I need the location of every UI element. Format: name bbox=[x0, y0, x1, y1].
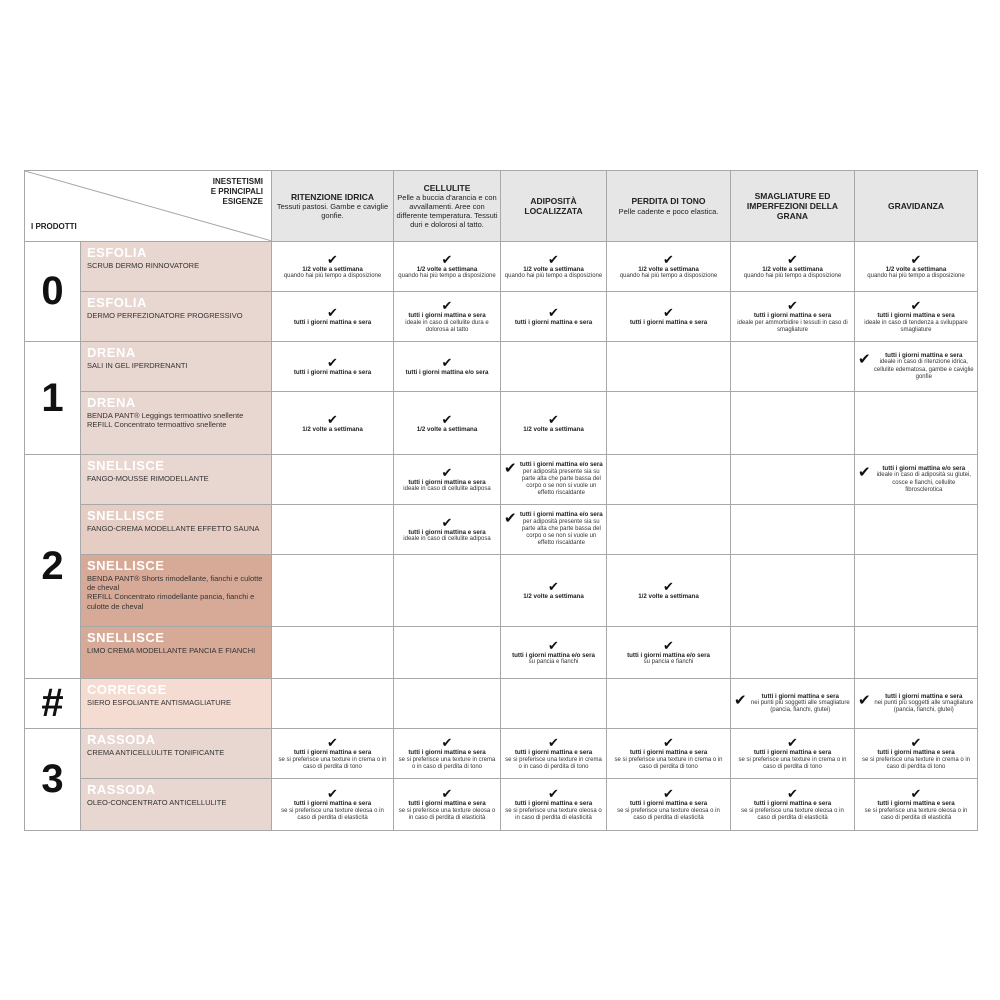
column-header-ritenzione bbox=[272, 171, 394, 242]
usage-note: quando hai più tempo a disposizione bbox=[398, 273, 496, 280]
usage-cell bbox=[394, 242, 501, 292]
usage-frequency: tutti i giorni mattina e sera bbox=[408, 800, 486, 808]
product-description: OLEO-CONCENTRATO ANTICELLULITE bbox=[87, 797, 227, 807]
usage-frequency: tutti i giorni mattina e sera bbox=[514, 800, 593, 808]
usage-cell bbox=[501, 679, 607, 729]
usage-cell bbox=[731, 555, 855, 627]
usage-cell bbox=[731, 455, 855, 505]
table-row bbox=[25, 779, 978, 831]
usage-cell bbox=[731, 505, 855, 555]
usage-cell bbox=[394, 627, 501, 679]
checkmark-icon: ✔ bbox=[663, 579, 674, 595]
usage-note: ideale in caso di cellulite adiposa bbox=[403, 536, 491, 543]
usage-note: se si preferisce una texture oleosa o in caso di perdita di elasticità bbox=[617, 807, 720, 821]
usage-text bbox=[750, 693, 851, 715]
phase-number: 1 bbox=[25, 342, 81, 455]
usage-frequency: 1/2 volte a settimana bbox=[523, 593, 584, 601]
product-description: FANGO-CREMA MODELLANTE EFFETTO SAUNA bbox=[87, 523, 260, 533]
usage-cell bbox=[272, 627, 394, 679]
usage-frequency: tutti i giorni mattina e sera bbox=[877, 749, 955, 757]
column-title: SMAGLIATURE ED IMPERFEZIONI DELLA GRANA bbox=[746, 190, 839, 222]
usage-frequency: tutti i giorni mattina e sera bbox=[629, 749, 708, 757]
usage-frequency: 1/2 volte a settimana bbox=[523, 425, 584, 433]
product-category: RASSODA bbox=[87, 782, 156, 797]
usage-note: se si preferisce una texture oleosa o in caso di perdita di elasticità bbox=[398, 807, 496, 821]
usage-frequency: 1/2 volte a settimana bbox=[638, 593, 699, 601]
usage-cell bbox=[272, 242, 394, 292]
usage-note: se si preferisce una texture oleosa o in caso di perdita di elasticità bbox=[505, 807, 602, 821]
column-subtitle: Tessuti pastosi. Gambe e caviglie gonfie. bbox=[276, 202, 389, 221]
checkmark-icon: ✔ bbox=[548, 735, 559, 751]
column-header-adiposita bbox=[501, 171, 607, 242]
checkmark-icon: ✔ bbox=[910, 251, 922, 267]
usage-note: se si preferisce una texture oleosa o in caso di perdita di elasticità bbox=[741, 807, 844, 821]
usage-frequency: tutti i giorni mattina e sera bbox=[293, 319, 372, 327]
usage-frequency: tutti i giorni mattina e sera bbox=[514, 319, 593, 327]
column-header-gravidanza bbox=[855, 171, 978, 242]
usage-frequency: tutti i giorni mattina e/o sera bbox=[512, 651, 595, 659]
usage-cell bbox=[394, 779, 501, 831]
usage-frequency: tutti i giorni mattina e sera bbox=[753, 312, 832, 320]
usage-frequency: 1/2 volte a settimana bbox=[762, 265, 823, 273]
usage-cell bbox=[501, 292, 607, 342]
checkmark-icon: ✔ bbox=[441, 355, 453, 371]
usage-cell bbox=[272, 292, 394, 342]
usage-cell bbox=[501, 627, 607, 679]
table-row bbox=[25, 679, 978, 729]
usage-note: se si preferisce una texture in crema o in caso di perdita di tono bbox=[505, 756, 602, 770]
product-cell bbox=[81, 729, 272, 779]
usage-note: quando hai più tempo a disposizione bbox=[867, 273, 965, 280]
column-header-perdita-tono bbox=[607, 171, 731, 242]
table-row bbox=[25, 292, 978, 342]
usage-cell bbox=[394, 729, 501, 779]
checkmark-icon: ✔ bbox=[504, 460, 517, 478]
usage-frequency: 1/2 volte a settimana bbox=[523, 265, 584, 273]
usage-frequency: tutti i giorni mattina e sera bbox=[293, 749, 372, 757]
corner-products-label: I PRODOTTI bbox=[31, 222, 77, 231]
usage-wrap bbox=[504, 511, 603, 547]
usage-cell bbox=[272, 729, 394, 779]
checkmark-icon: ✔ bbox=[910, 298, 922, 314]
product-description: LIMO CREMA MODELLANTE PANCIA E FIANCHI bbox=[87, 645, 256, 655]
usage-text bbox=[520, 511, 603, 547]
usage-frequency: 1/2 volte a settimana bbox=[638, 265, 699, 273]
checkmark-icon: ✔ bbox=[787, 251, 798, 267]
column-title: RITENZIONE IDRICA bbox=[290, 191, 375, 202]
checkmark-icon: ✔ bbox=[663, 637, 674, 653]
usage-note: ideale in caso di cellulite adiposa bbox=[403, 486, 491, 493]
usage-note: ideale in caso di ritenzione idrica, cellulite edematosa, gambe e caviglie gonfie bbox=[873, 359, 974, 380]
product-cell bbox=[81, 342, 272, 392]
usage-cell bbox=[855, 392, 978, 455]
usage-cell bbox=[855, 242, 978, 292]
table-row bbox=[25, 627, 978, 679]
product-category: RASSODA bbox=[87, 732, 156, 747]
checkmark-icon: ✔ bbox=[441, 298, 453, 314]
product-category: ESFOLIA bbox=[87, 295, 147, 310]
usage-cell bbox=[394, 505, 501, 555]
checkmark-icon: ✔ bbox=[327, 355, 338, 371]
usage-cell bbox=[731, 242, 855, 292]
usage-cell bbox=[607, 292, 731, 342]
checkmark-icon: ✔ bbox=[441, 735, 453, 751]
corner-line-3: ESIGENZE bbox=[222, 197, 263, 206]
checkmark-icon: ✔ bbox=[548, 579, 559, 595]
product-category: SNELLISCE bbox=[87, 630, 165, 645]
corner-line-1: INESTETISMI bbox=[212, 177, 263, 186]
usage-cell bbox=[501, 729, 607, 779]
usage-note: su pancia e fianchi bbox=[643, 659, 694, 666]
usage-cell bbox=[855, 292, 978, 342]
usage-cell bbox=[855, 505, 978, 555]
product-cell bbox=[81, 292, 272, 342]
usage-frequency: tutti i giorni mattina e sera bbox=[885, 692, 963, 700]
usage-note: nei punti più soggetti alle smagliature (pancia, fianchi, glutei) bbox=[874, 700, 974, 714]
usage-frequency: tutti i giorni mattina e sera bbox=[761, 692, 839, 700]
usage-note: se si preferisce una texture oleosa o in caso di perdita di elasticità bbox=[281, 807, 384, 821]
product-description: DERMO PERFEZIONATORE PROGRESSIVO bbox=[87, 310, 243, 320]
product-cell bbox=[81, 242, 272, 292]
usage-frequency: 1/2 volte a settimana bbox=[302, 425, 363, 433]
usage-note: ideale in caso di tendenza a sviluppare smagliature bbox=[864, 319, 968, 333]
usage-note: se si preferisce una texture in crema o in caso di perdita di tono bbox=[614, 756, 723, 770]
usage-note: se si preferisce una texture in crema o in caso di perdita di tono bbox=[861, 756, 971, 770]
usage-frequency: 1/2 volte a settimana bbox=[885, 265, 947, 273]
checkmark-icon: ✔ bbox=[327, 786, 338, 802]
usage-cell bbox=[855, 779, 978, 831]
table-row bbox=[25, 555, 978, 627]
checkmark-icon: ✔ bbox=[327, 411, 338, 427]
column-title: CELLULITE bbox=[423, 182, 471, 193]
table-row bbox=[25, 392, 978, 455]
usage-cell bbox=[272, 392, 394, 455]
checkmark-icon: ✔ bbox=[441, 514, 453, 530]
usage-cell bbox=[501, 505, 607, 555]
usage-frequency: tutti i giorni mattina e/o sera bbox=[405, 369, 489, 377]
checkmark-icon: ✔ bbox=[548, 251, 559, 267]
checkmark-icon: ✔ bbox=[327, 735, 338, 751]
checkmark-icon: ✔ bbox=[910, 735, 922, 751]
product-category: SNELLISCE bbox=[87, 508, 165, 523]
table-body bbox=[25, 242, 978, 831]
usage-text bbox=[874, 693, 974, 715]
usage-frequency: tutti i giorni mattina e/o sera bbox=[519, 461, 603, 469]
usage-cell bbox=[501, 455, 607, 505]
usage-frequency: tutti i giorni mattina e/o sera bbox=[519, 511, 603, 519]
table-row bbox=[25, 455, 978, 505]
checkmark-icon: ✔ bbox=[441, 251, 453, 267]
product-description: SALI IN GEL IPERDRENANTI bbox=[87, 360, 188, 370]
usage-note: ideale in caso di cellulite dura e dolorosa al tatto bbox=[405, 319, 489, 333]
usage-cell bbox=[855, 679, 978, 729]
usage-note: se si preferisce una texture in crema o in caso di perdita di tono bbox=[398, 756, 496, 770]
usage-cell bbox=[731, 679, 855, 729]
column-title: ADIPOSITÀ LOCALIZZATA bbox=[524, 195, 583, 216]
usage-cell bbox=[272, 679, 394, 729]
usage-frequency: tutti i giorni mattina e sera bbox=[408, 478, 486, 486]
product-category: ESFOLIA bbox=[87, 245, 147, 260]
usage-cell bbox=[394, 679, 501, 729]
usage-cell bbox=[272, 779, 394, 831]
usage-cell bbox=[607, 555, 731, 627]
usage-cell bbox=[731, 342, 855, 392]
phase-number: 3 bbox=[25, 729, 81, 831]
product-description: CREMA ANTICELLULITE TONIFICANTE bbox=[87, 747, 225, 757]
usage-cell bbox=[272, 505, 394, 555]
usage-cell bbox=[272, 455, 394, 505]
usage-frequency: tutti i giorni mattina e sera bbox=[293, 369, 372, 377]
column-header-smagliature bbox=[731, 171, 855, 242]
usage-cell bbox=[607, 679, 731, 729]
usage-frequency: tutti i giorni mattina e sera bbox=[629, 800, 708, 808]
usage-note: se si preferisce una texture in crema o in caso di perdita di tono bbox=[738, 756, 847, 770]
column-title: PERDITA DI TONO bbox=[631, 196, 706, 207]
checkmark-icon: ✔ bbox=[787, 735, 798, 751]
usage-cell bbox=[607, 729, 731, 779]
checkmark-icon: ✔ bbox=[910, 786, 922, 802]
usage-frequency: 1/2 volte a settimana bbox=[416, 265, 478, 273]
usage-note: ideale per ammorbidire i tessuti in caso di smagliature bbox=[737, 319, 848, 333]
usage-cell bbox=[607, 505, 731, 555]
table-row bbox=[25, 505, 978, 555]
usage-note: per adiposità presente sia su parte alta che parte bassa del corpo o se non si vuole un effetto riscaldante bbox=[521, 518, 601, 547]
checkmark-icon: ✔ bbox=[858, 351, 871, 368]
usage-frequency: tutti i giorni mattina e sera bbox=[408, 312, 486, 320]
checkmark-icon: ✔ bbox=[663, 735, 674, 751]
column-header-cellulite bbox=[394, 171, 501, 242]
column-subtitle: Pelle a buccia d'arancia e con avvallamenti. Aree con differente temperatura. Tessuti duri e dolorosi al tatto. bbox=[396, 193, 498, 230]
usage-frequency: tutti i giorni mattina e sera bbox=[753, 800, 832, 808]
usage-cell bbox=[501, 555, 607, 627]
table-row bbox=[25, 242, 978, 292]
checkmark-icon: ✔ bbox=[441, 411, 453, 427]
product-cell bbox=[81, 627, 272, 679]
product-description: BENDA PANT® Shorts rimodellante, fianchi e culotte de cheval REFILL Concentrato rimodellante pancia, fianchi e culotte de cheval bbox=[87, 573, 263, 611]
checkmark-icon: ✔ bbox=[327, 305, 338, 321]
usage-cell bbox=[501, 242, 607, 292]
checkmark-icon: ✔ bbox=[441, 786, 453, 802]
usage-frequency: tutti i giorni mattina e sera bbox=[753, 749, 832, 757]
usage-cell bbox=[394, 455, 501, 505]
usage-note: se si preferisce una texture in crema o in caso di perdita di tono bbox=[278, 756, 387, 770]
product-description: BENDA PANT® Leggings termoattivo snellente REFILL Concentrato termoattivo snellente bbox=[87, 410, 244, 429]
usage-cell bbox=[394, 555, 501, 627]
checkmark-icon: ✔ bbox=[548, 786, 559, 802]
usage-frequency: tutti i giorni mattina e sera bbox=[885, 352, 963, 359]
usage-frequency: tutti i giorni mattina e sera bbox=[514, 749, 593, 757]
usage-wrap bbox=[858, 693, 974, 715]
usage-cell bbox=[855, 627, 978, 679]
usage-cell bbox=[272, 342, 394, 392]
usage-cell bbox=[607, 627, 731, 679]
checkmark-icon: ✔ bbox=[858, 464, 871, 481]
usage-frequency: tutti i giorni mattina e sera bbox=[877, 312, 955, 320]
product-description: SIERO ESFOLIANTE ANTISMAGLIATURE bbox=[87, 697, 232, 707]
usage-wrap bbox=[734, 693, 851, 715]
usage-cell bbox=[731, 292, 855, 342]
usage-wrap bbox=[858, 465, 974, 494]
usage-frequency: tutti i giorni mattina e/o sera bbox=[882, 465, 966, 472]
product-category: DRENA bbox=[87, 345, 136, 360]
usage-cell bbox=[501, 342, 607, 392]
usage-frequency: 1/2 volte a settimana bbox=[302, 265, 363, 273]
usage-text bbox=[520, 461, 603, 497]
usage-cell bbox=[855, 729, 978, 779]
table-row bbox=[25, 342, 978, 392]
usage-frequency: 1/2 volte a settimana bbox=[416, 425, 478, 433]
table-row bbox=[25, 729, 978, 779]
checkmark-icon: ✔ bbox=[548, 637, 559, 653]
product-cell bbox=[81, 679, 272, 729]
usage-note: quando hai più tempo a disposizione bbox=[619, 273, 718, 280]
usage-cell bbox=[607, 342, 731, 392]
product-cell bbox=[81, 392, 272, 455]
column-subtitle: Pelle cadente e poco elastica. bbox=[618, 206, 719, 216]
usage-cell bbox=[501, 779, 607, 831]
usage-cell bbox=[855, 455, 978, 505]
checkmark-icon: ✔ bbox=[787, 298, 798, 314]
usage-note: per adiposità presente sia su parte alta che parte bassa del corpo o se non si vuole un effetto riscaldante bbox=[521, 468, 601, 497]
usage-cell bbox=[731, 729, 855, 779]
usage-note: quando hai più tempo a disposizione bbox=[743, 273, 842, 280]
usage-cell bbox=[731, 779, 855, 831]
usage-frequency: tutti i giorni mattina e/o sera bbox=[627, 651, 710, 659]
usage-cell bbox=[607, 455, 731, 505]
product-cell bbox=[81, 455, 272, 505]
product-category: SNELLISCE bbox=[87, 558, 165, 573]
phase-number: 2 bbox=[25, 455, 81, 679]
header-row bbox=[25, 171, 978, 242]
checkmark-icon: ✔ bbox=[787, 786, 798, 802]
usage-note: nei punti più soggetti alle smagliature (pancia, fianchi, glutei) bbox=[750, 700, 850, 714]
product-category: CORREGGE bbox=[87, 682, 167, 697]
checkmark-icon: ✔ bbox=[663, 786, 674, 802]
usage-cell bbox=[731, 627, 855, 679]
products-table bbox=[24, 170, 978, 831]
corner-needs-label bbox=[211, 177, 263, 207]
usage-cell bbox=[731, 392, 855, 455]
usage-note: quando hai più tempo a disposizione bbox=[283, 273, 382, 280]
header-corner bbox=[25, 171, 272, 242]
usage-wrap bbox=[858, 352, 974, 381]
product-cell bbox=[81, 555, 272, 627]
usage-frequency: tutti i giorni mattina e sera bbox=[293, 800, 372, 808]
usage-cell bbox=[855, 342, 978, 392]
usage-cell bbox=[272, 555, 394, 627]
usage-cell bbox=[394, 392, 501, 455]
usage-note: quando hai più tempo a disposizione bbox=[504, 273, 603, 280]
usage-frequency: tutti i giorni mattina e sera bbox=[877, 800, 955, 808]
phase-number: # bbox=[25, 679, 81, 729]
usage-cell bbox=[607, 242, 731, 292]
corner-line-2: E PRINCIPALI bbox=[210, 187, 263, 196]
checkmark-icon: ✔ bbox=[858, 691, 871, 709]
product-category: SNELLISCE bbox=[87, 458, 165, 473]
usage-cell bbox=[394, 292, 501, 342]
usage-text bbox=[874, 352, 974, 381]
checkmark-icon: ✔ bbox=[548, 411, 559, 427]
usage-cell bbox=[855, 555, 978, 627]
usage-cell bbox=[501, 392, 607, 455]
checkmark-icon: ✔ bbox=[441, 464, 453, 480]
product-cell bbox=[81, 505, 272, 555]
column-title: GRAVIDANZA bbox=[887, 200, 945, 211]
product-description: FANGO-MOUSSE RIMODELLANTE bbox=[87, 473, 209, 483]
usage-cell bbox=[607, 779, 731, 831]
usage-frequency: tutti i giorni mattina e sera bbox=[629, 319, 708, 327]
usage-cell bbox=[607, 392, 731, 455]
product-cell bbox=[81, 779, 272, 831]
phase-number: 0 bbox=[25, 242, 81, 342]
usage-frequency: tutti i giorni mattina e sera bbox=[408, 528, 486, 536]
usage-frequency: tutti i giorni mattina e sera bbox=[408, 749, 486, 757]
product-category: DRENA bbox=[87, 395, 136, 410]
usage-cell bbox=[394, 342, 501, 392]
checkmark-icon: ✔ bbox=[663, 305, 674, 321]
checkmark-icon: ✔ bbox=[548, 305, 559, 321]
product-description: SCRUB DERMO RINNOVATORE bbox=[87, 260, 200, 270]
usage-text bbox=[874, 465, 974, 494]
checkmark-icon: ✔ bbox=[504, 510, 517, 528]
checkmark-icon: ✔ bbox=[327, 251, 338, 267]
usage-note: ideale in caso di adiposità su glutei, cosce e fianchi, cellulite fibrosclerotica bbox=[876, 472, 971, 493]
usage-wrap bbox=[504, 461, 603, 497]
checkmark-icon: ✔ bbox=[663, 251, 674, 267]
usage-note: su pancia e fianchi bbox=[528, 659, 579, 666]
checkmark-icon: ✔ bbox=[734, 691, 747, 709]
usage-note: se si preferisce una texture oleosa o in caso di perdita di elasticità bbox=[864, 807, 968, 821]
